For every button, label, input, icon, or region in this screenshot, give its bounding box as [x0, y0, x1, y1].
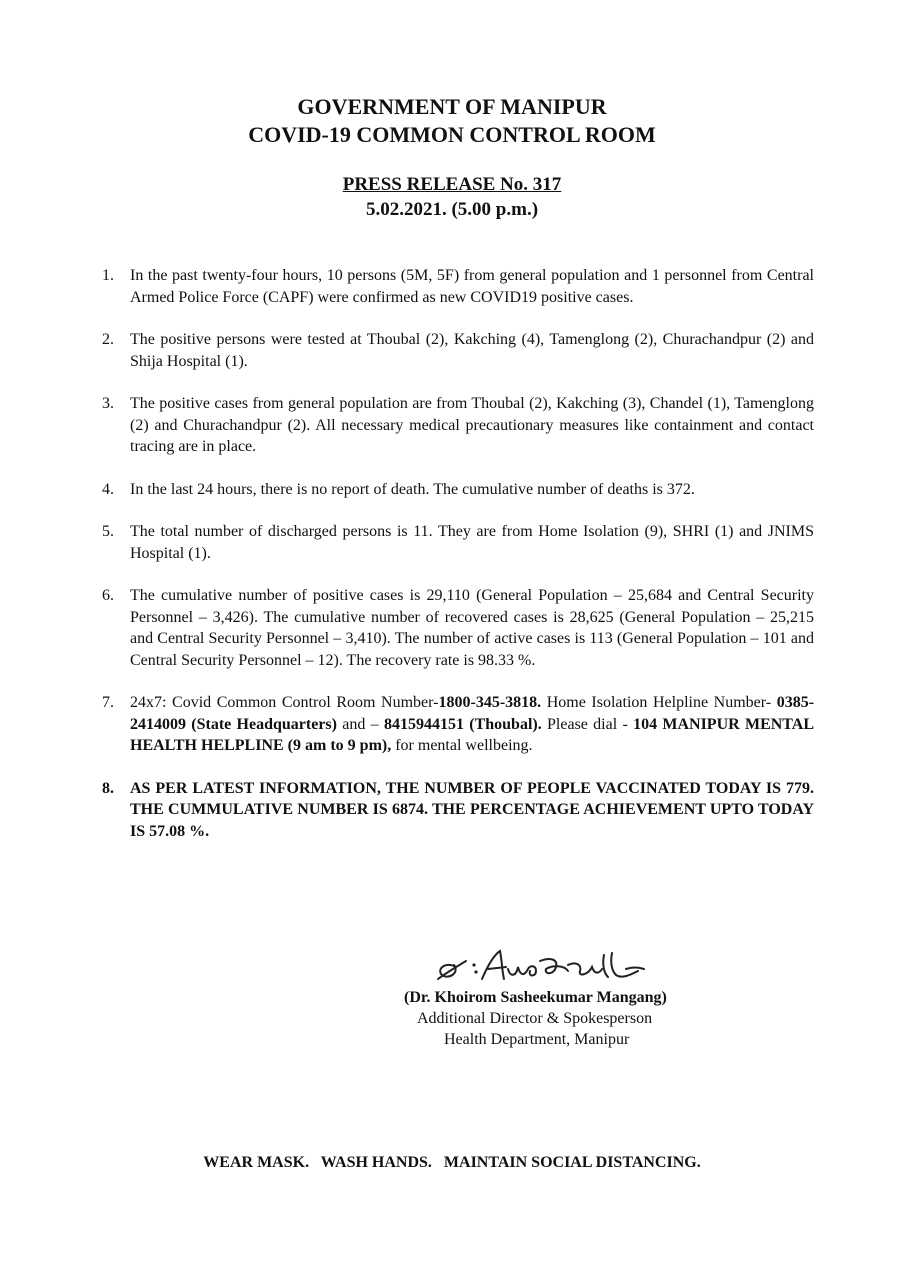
- item-text: AS PER LATEST INFORMATION, THE NUMBER OF PEOPLE VACCINATED TODAY IS 779. THE CUMMULATIVE NUMBER IS 6874. THE PERCENTAGE ACHIEVEMENT UPTO TODAY IS 57.08 %.: [130, 779, 814, 840]
- list-item: [102, 479, 814, 501]
- government-title: GOVERNMENT OF MANIPUR: [297, 94, 607, 119]
- item-text-part: for mental wellbeing.: [391, 737, 533, 754]
- control-room-number: 1800-345-3818.: [438, 694, 542, 711]
- item-text-part: 24x7: Covid Common Control Room Number-: [130, 694, 439, 711]
- item-number: 1.: [102, 267, 114, 284]
- signatory-department: Health Department, Manipur: [444, 1031, 630, 1048]
- press-release-block: [0, 172, 904, 222]
- item-number: 4.: [102, 480, 114, 498]
- item-text: The total number of discharged persons is 11. They are from Home Isolation (9), SHRI (1) and JNIMS Hospital (1).: [130, 523, 814, 562]
- list-item: [102, 265, 814, 308]
- list-item: [102, 585, 814, 671]
- press-release-number: PRESS RELEASE No. 317: [342, 174, 562, 195]
- list-item: [102, 329, 814, 372]
- item-number: 7.: [102, 694, 114, 711]
- list-item: [102, 521, 814, 564]
- handwritten-signature: [432, 945, 652, 987]
- mental-health-helpline: 104 MANIPUR MENTAL HEALTH HELPLINE (9 am to 9 pm),: [130, 715, 815, 754]
- document-header: [0, 93, 904, 149]
- list-item-vaccination: [102, 778, 814, 843]
- press-release-datetime: 5.02.2021. (5.00 p.m.): [365, 199, 539, 220]
- item-text: The positive persons were tested at Thoubal (2), Kakching (4), Tamenglong (2), Churachandpur (2) and Shija Hospital (1).: [130, 331, 814, 370]
- release-items-list: [102, 265, 814, 863]
- item-text: In the last 24 hours, there is no report of death. The cumulative number of deaths is 372.: [130, 480, 695, 498]
- list-item: [102, 393, 814, 458]
- item-text-part: Please dial -: [541, 715, 634, 733]
- item-text: The cumulative number of positive cases is 29,110 (General Population – 25,684 and Central Security Personnel – 3,426). The cumulative number of recovered cases is 28,625 (General Population – 25,215 and Central Security Personnel – 3,410). The number of active cases is 113 (General Population – 101 and Central Security Personnel – 12). The recovery rate is 98.33 %.: [130, 587, 814, 669]
- list-item-helplines: [102, 692, 814, 757]
- thoubal-helpline: 8415944151 (Thoubal).: [383, 715, 542, 733]
- item-text-part: Home Isolation Helpline Number-: [541, 694, 777, 711]
- item-number: 3.: [102, 395, 114, 412]
- item-number: 6.: [102, 587, 114, 604]
- state-hq-helpline: 0385-2414009 (State Headquarters): [130, 694, 815, 733]
- footer-slogan: WEAR MASK. WASH HANDS. MAINTAIN SOCIAL DISTANCING.: [203, 1154, 701, 1171]
- item-number: 2.: [102, 331, 114, 348]
- item-number: 8.: [102, 779, 114, 797]
- item-number: 5.: [102, 523, 114, 540]
- item-text: The positive cases from general population are from Thoubal (2), Kakching (3), Chandel (1), Tamenglong (2) and Churachandpur (2). All necessary medical precautionary measures like containment and contact tracing are in place.: [130, 395, 814, 455]
- signatory-title: Additional Director & Spokesperson: [417, 1010, 653, 1027]
- signatory-name: (Dr. Khoirom Sasheekumar Mangang): [404, 989, 667, 1006]
- item-text-part: and –: [337, 715, 384, 733]
- control-room-title: COVID-19 COMMON CONTROL ROOM: [248, 122, 656, 147]
- item-text: In the past twenty-four hours, 10 persons (5M, 5F) from general population and 1 personnel from Central Armed Police Force (CAPF) were confirmed as new COVID19 positive cases.: [130, 267, 814, 306]
